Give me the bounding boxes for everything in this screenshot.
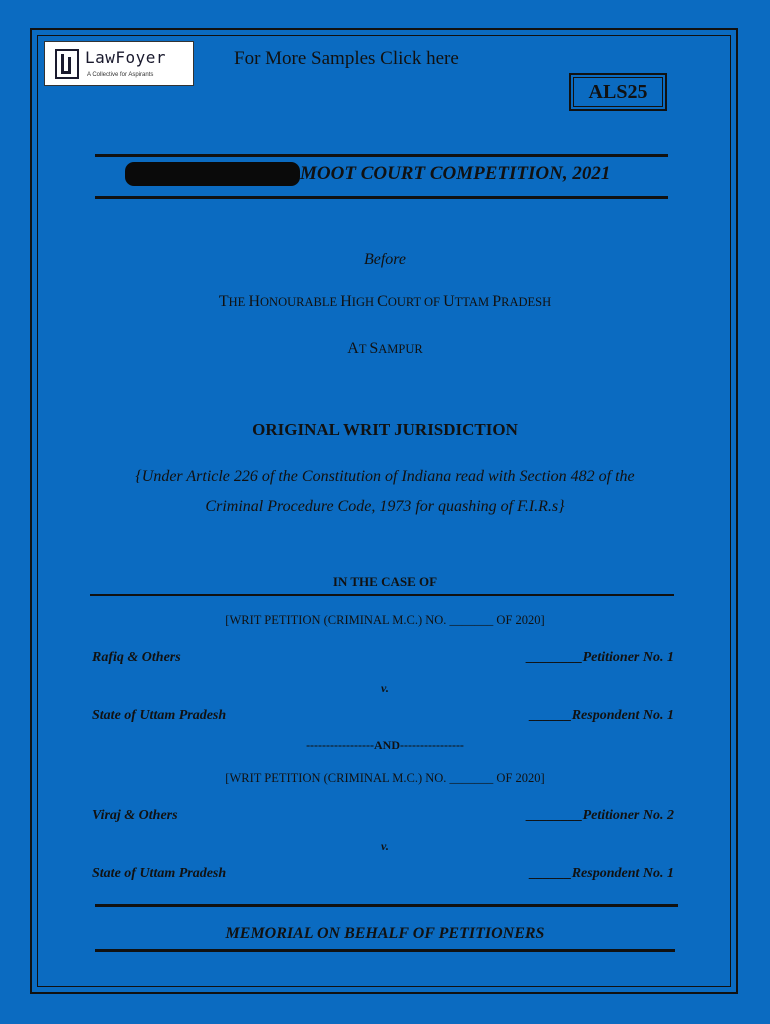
statutory-provision (0, 462, 770, 522)
memorial-bottom-rule (95, 949, 675, 952)
logo-tagline: A Collective for Aspirants (87, 72, 154, 78)
team-code-box: ALS25 (569, 73, 667, 111)
title-top-rule (95, 154, 668, 157)
writ-petition-number-2 (0, 770, 770, 786)
lawfoyer-logo-icon (55, 49, 79, 79)
court-name: THE HONOURABLE HIGH COURT OF UTTAM PRADESH (218, 293, 552, 310)
and-separator: -----------------AND---------------- (306, 738, 464, 752)
case-heading: IN THE CASE OF (332, 574, 438, 589)
title-bottom-rule (95, 196, 668, 199)
respondent-2-name: State of Uttam Pradesh (92, 866, 227, 881)
before-label: Before (363, 251, 407, 268)
writ-petition-text-1: [WRIT PETITION (CRIMINAL M.C.) NO. _______ OF 2020] (225, 613, 545, 627)
petitioner-1-role: ________Petitioner No. 1 (526, 650, 674, 665)
memorial-top-rule (95, 904, 678, 907)
jurisdiction-heading: ORIGINAL WRIT JURISDICTION (252, 420, 518, 439)
court-place: AT SAMPUR (347, 340, 423, 357)
versus-1: v. (381, 681, 389, 695)
case-heading-rule (90, 594, 674, 596)
petitioner-2-name: Viraj & Others (92, 808, 178, 823)
statutory-provision-line-2: Criminal Procedure Code, 1973 for quashing of F.I.R.s} (205, 498, 565, 515)
respondent-1-role: ______Respondent No. 1 (529, 708, 674, 723)
versus-2: v. (381, 839, 389, 853)
petitioner-2-role: ________Petitioner No. 2 (526, 808, 674, 823)
redacted-competition-name (125, 162, 300, 186)
writ-petition-text-2: [WRIT PETITION (CRIMINAL M.C.) NO. _______ OF 2020] (225, 771, 545, 785)
respondent-1-name: State of Uttam Pradesh (92, 708, 227, 723)
logo-name: LawFoyer (85, 48, 167, 67)
lawfoyer-logo[interactable] (44, 41, 194, 86)
competition-title: MOOT COURT COMPETITION, 2021 (300, 163, 611, 184)
petitioner-1-name: Rafiq & Others (92, 650, 181, 665)
memorial-title: MEMORIAL ON BEHALF OF PETITIONERS (225, 925, 545, 942)
more-samples-link[interactable]: For More Samples Click here (234, 48, 459, 69)
respondent-2-role: ______Respondent No. 1 (529, 866, 674, 881)
writ-petition-number-1 (0, 612, 770, 628)
statutory-provision-line-1: {Under Article 226 of the Constitution of Indiana read with Section 482 of the (135, 468, 635, 485)
